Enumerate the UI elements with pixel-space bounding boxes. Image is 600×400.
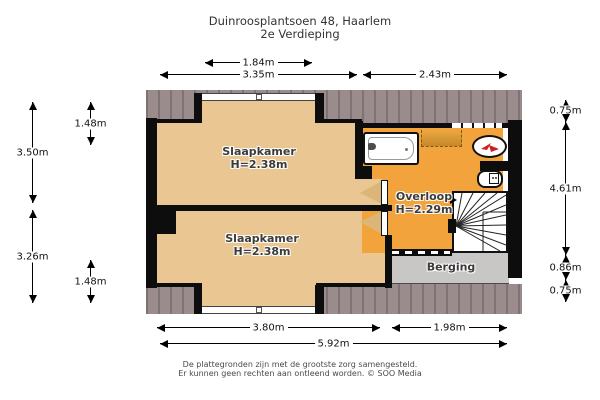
dim-right-main: 4.61m <box>565 122 566 255</box>
bathtub-icon <box>363 132 419 165</box>
dim-right-roof-bottom: 0.75m <box>565 280 566 302</box>
wall-bottom-b <box>316 283 386 287</box>
dormer-wall-left <box>194 285 202 314</box>
dim-top-right: 2.43m <box>363 74 507 75</box>
dim-left-upper: 3.50m <box>32 102 33 203</box>
dim-right-roof-top: 0.75m <box>565 100 566 122</box>
stairs-newel <box>448 219 456 233</box>
dim-left-lower: 3.26m <box>32 210 33 303</box>
room-label-bedroom-top: Slaapkamer H=2.38m <box>222 145 296 171</box>
storage-opening-dashed <box>390 249 452 256</box>
wall-top-a <box>157 119 202 123</box>
disclaimer-line1: De plattegronden zijn met de grootste zorg samengesteld. <box>182 360 418 369</box>
chimney-stub <box>157 208 176 234</box>
toilet-icon <box>477 170 503 188</box>
door-leaf-bedroom-top <box>381 180 388 205</box>
wall-left <box>146 118 157 288</box>
wall-stub-bath <box>355 166 372 179</box>
dormer-bottom <box>202 285 316 307</box>
disclaimer-line2: Er kunnen geen rechten aan ontleend worden. © SOO Media <box>178 369 422 378</box>
dim-bottom-left: 3.80m <box>157 327 380 328</box>
dim-left-upper-inner: 1.48m <box>90 102 91 145</box>
wall-between-bedrooms <box>146 205 392 211</box>
room-label-bedroom-bottom: Slaapkamer H=2.38m <box>225 232 299 258</box>
dim-right-storage: 0.86m <box>565 255 566 280</box>
drain-icon <box>405 148 408 151</box>
fan-icon <box>472 135 507 158</box>
door-leaf-bedroom-bottom <box>381 211 388 236</box>
dim-bottom-total: 5.92m <box>160 343 507 344</box>
dormer-wall-right <box>315 285 324 314</box>
winder-stairs-icon <box>452 191 508 253</box>
wall-right <box>508 120 522 278</box>
wall-bedroom-landing <box>385 235 392 288</box>
wall-bottom-a <box>157 283 202 287</box>
page-subtitle: 2e Verdieping <box>260 27 340 41</box>
dim-bottom-right: 1.98m <box>392 327 507 328</box>
dormer-top <box>202 100 316 122</box>
dim-top-left: 3.35m <box>160 74 357 75</box>
faucet-icon <box>368 143 376 150</box>
window-bottom <box>201 306 316 314</box>
window-landing <box>452 123 502 128</box>
page-title: Duinroosplantsoen 48, Haarlem <box>208 14 392 28</box>
window-mullion <box>256 94 262 100</box>
room-label-storage: Berging <box>426 260 476 274</box>
window-top <box>201 93 316 101</box>
room-label-landing: Overloop H=2.29m <box>395 190 453 216</box>
dim-top-window: 1.84m <box>205 62 312 63</box>
dim-left-lower-inner: 1.48m <box>90 260 91 303</box>
sloped-ceiling-patch <box>421 130 462 147</box>
window-mullion <box>256 307 262 313</box>
